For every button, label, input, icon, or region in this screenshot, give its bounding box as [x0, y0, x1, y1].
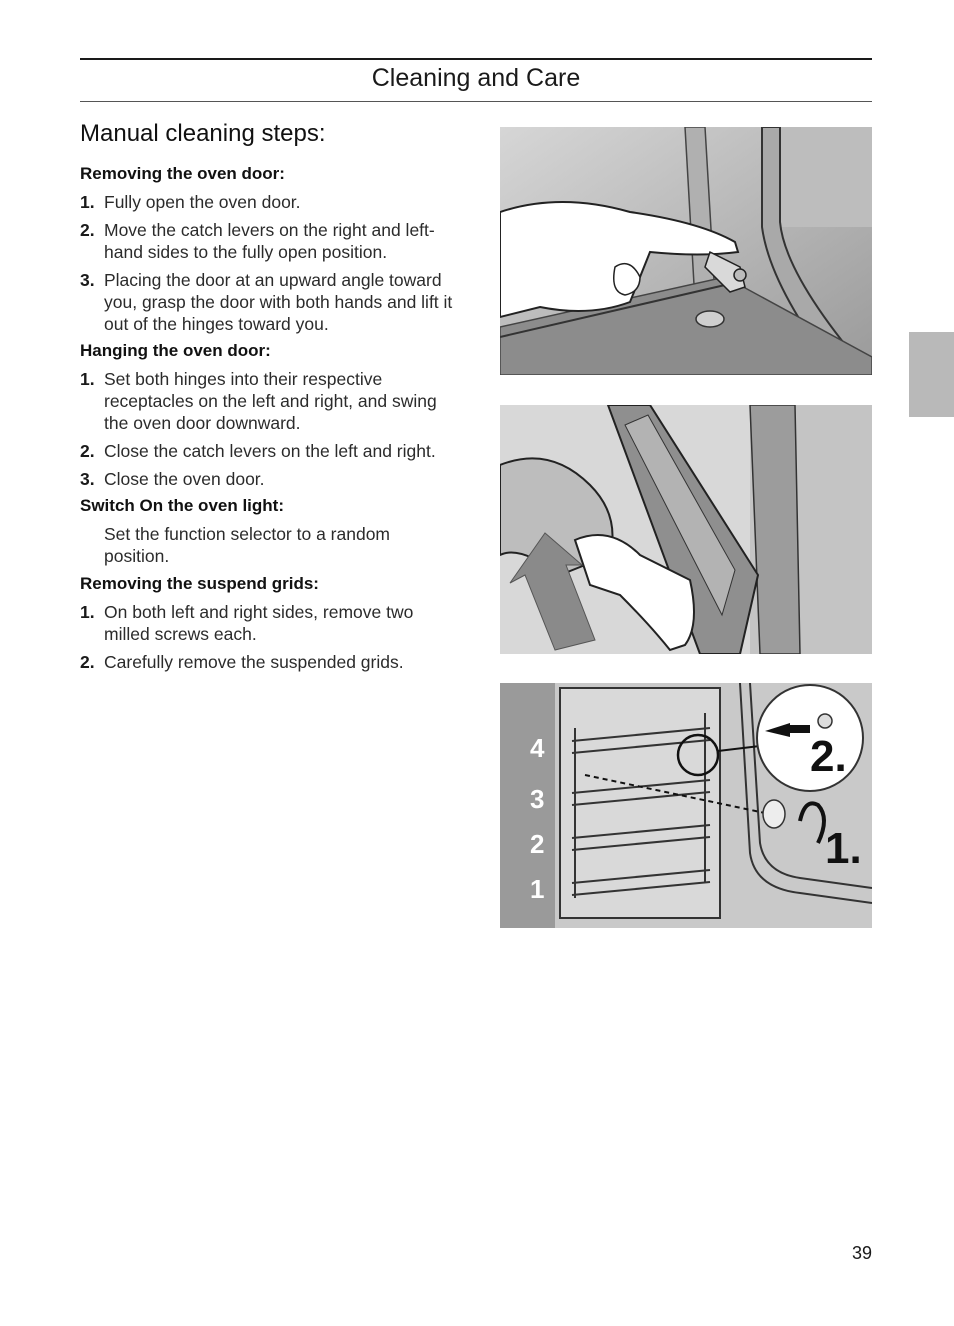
list-item	[80, 468, 460, 490]
subheading: Removing the oven door:	[80, 164, 285, 183]
lift-door-illustration	[500, 405, 872, 654]
shelf-label-2: 2	[530, 829, 545, 859]
page-header-title: Cleaning and Care	[371, 64, 581, 92]
step-text: Move the catch levers on the right and left-hand sides to the fully open position.	[104, 220, 435, 262]
removing-door-section	[80, 164, 460, 335]
step-number: 3.	[80, 469, 95, 489]
hanging-door-section	[80, 341, 460, 490]
shelf-label-4: 4	[530, 733, 545, 763]
step-text: Set both hinges into their respective receptacles on the left and right, and swing the oven door downward.	[104, 369, 437, 433]
header-rule-top	[80, 58, 872, 60]
list-item	[80, 368, 460, 434]
chapter-tab-marker	[909, 332, 954, 417]
step-number: 2.	[80, 441, 95, 461]
step-number: 2.	[80, 652, 95, 672]
shelf-label-1: 1	[530, 874, 545, 904]
step-text: Carefully remove the suspended grids.	[104, 652, 404, 672]
list-item	[80, 191, 460, 213]
callout-step-2: 2.	[810, 732, 847, 781]
section-title: Manual cleaning steps:	[80, 120, 326, 147]
step-number: 1.	[80, 369, 95, 389]
instructions-column	[80, 120, 460, 679]
page-number: 39	[851, 1243, 872, 1263]
oven-light-section	[80, 496, 460, 567]
shelf-label-3: 3	[530, 784, 545, 814]
step-number: 3.	[80, 270, 95, 290]
catch-lever-illustration	[500, 127, 872, 375]
subheading: Switch On the oven light:	[80, 496, 284, 515]
list-item	[80, 269, 460, 335]
callout-step-1: 1.	[825, 824, 862, 873]
subheading: Hanging the oven door:	[80, 341, 271, 360]
step-number: 1.	[80, 192, 95, 212]
list-item	[80, 651, 460, 673]
step-number: 2.	[80, 220, 95, 240]
step-number: 1.	[80, 602, 95, 622]
list-item	[80, 219, 460, 263]
paragraph: Set the function selector to a random position.	[104, 524, 390, 566]
step-text: Fully open the oven door.	[104, 192, 301, 212]
suspend-grids-section	[80, 574, 460, 673]
list-item	[80, 601, 460, 645]
list-item	[80, 440, 460, 462]
subheading: Removing the suspend grids:	[80, 574, 319, 593]
header-rule-bottom	[80, 101, 872, 102]
step-text: On both left and right sides, remove two milled screws each.	[104, 602, 414, 644]
suspend-grids-illustration	[500, 683, 872, 928]
step-text: Placing the door at an upward angle toward you, grasp the door with both hands and lift it out of the hinges toward you.	[104, 270, 453, 334]
step-text: Close the oven door.	[104, 469, 265, 489]
step-text: Close the catch levers on the left and right.	[104, 441, 436, 461]
